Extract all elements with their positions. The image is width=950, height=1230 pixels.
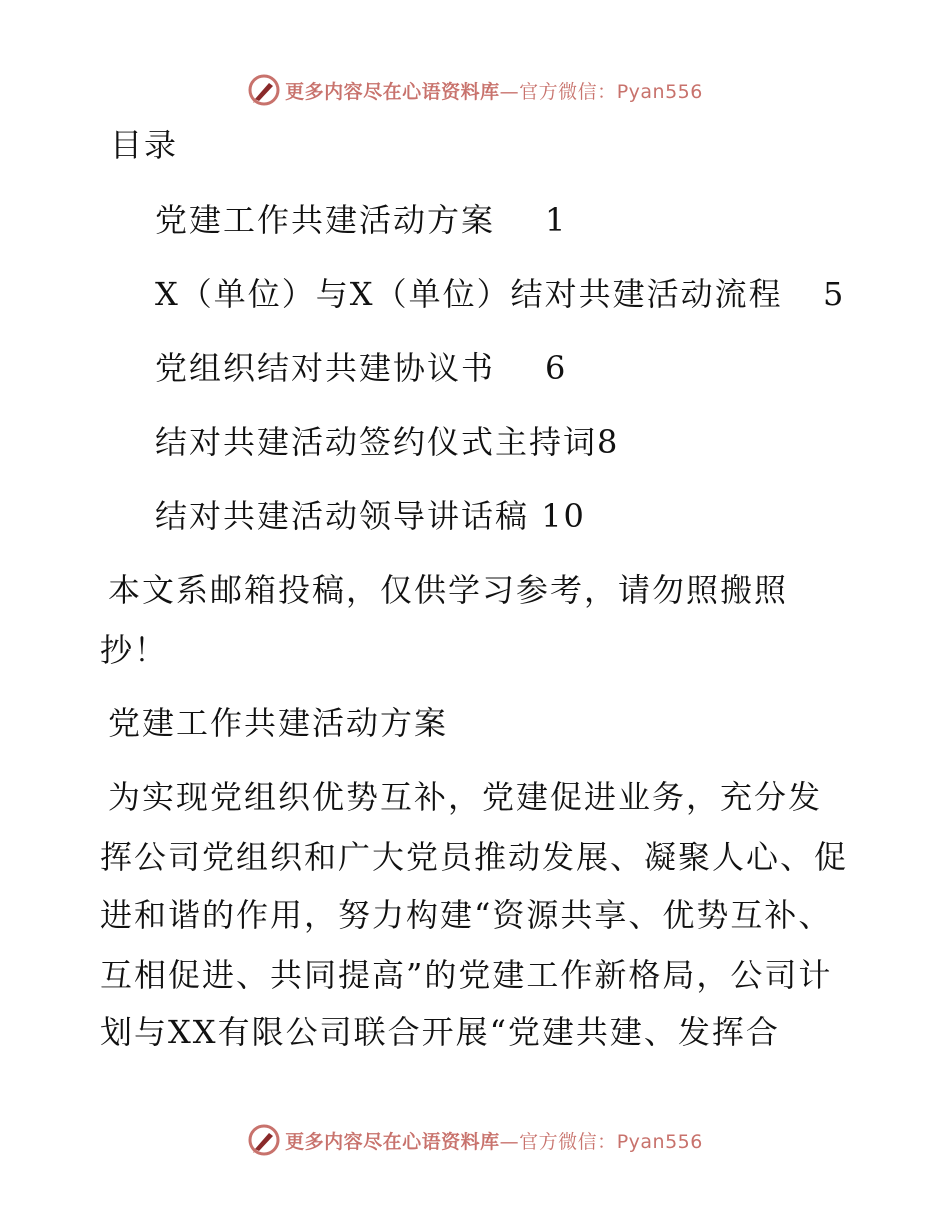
toc-item[interactable] [155,422,619,462]
toc-item-page: 10 [541,497,586,535]
body-line: 进和谐的作用，努力构建“资源共享、优势互补、 [100,896,833,934]
section-heading: 党建工作共建活动方案 [108,704,449,742]
toc-item-page: 8 [597,423,620,461]
banner-wechat-id: Pyan556 [616,80,703,103]
body-line: 挥公司党组织和广大党员推动发展、凝聚人心、促 [100,838,849,876]
toc-item[interactable] [155,274,846,314]
banner-separator: — [499,1130,520,1153]
toc-item-text: 党组织结对共建协议书 [155,349,496,387]
footer-watermark-banner [0,1120,950,1160]
banner-brand: 更多内容尽在心语资料库 [285,1130,500,1153]
pen-logo-icon [247,73,281,107]
body-line: 划与XX有限公司联合开展“党建共建、发挥合 [100,1013,780,1051]
toc-title: 目录 [110,126,179,164]
notice-line: 本文系邮箱投稿，仅供学习参考，请勿照搬照 [108,571,789,609]
toc-item[interactable] [155,348,568,388]
pen-logo-icon [247,1123,281,1157]
toc-item-text: X（单位）与X（单位）结对共建活动流程 [155,275,783,313]
toc-item[interactable] [155,496,586,536]
banner-separator: — [499,80,520,103]
toc-item-page: 5 [823,275,846,313]
banner-wechat-id: Pyan556 [616,1130,703,1153]
banner-wechat-label: 官方微信： [519,80,617,103]
toc-item-text: 结对共建活动领导讲话稿 [155,497,530,535]
toc-item-text: 结对共建活动签约仪式主持词 [155,423,598,461]
toc-item-page: 6 [545,349,568,387]
toc-item-page: 1 [545,201,568,239]
body-line: 互相促进、共同提高”的党建工作新格局，公司计 [100,956,833,994]
banner-text [285,77,703,104]
banner-text [285,1127,703,1154]
toc-item[interactable] [155,200,568,240]
toc-item-text: 党建工作共建活动方案 [155,201,496,239]
banner-wechat-label: 官方微信： [519,1130,617,1153]
header-watermark-banner [0,70,950,110]
body-line: 为实现党组织优势互补，党建促进业务，充分发 [108,778,823,816]
notice-line: 抄！ [100,631,169,669]
banner-brand: 更多内容尽在心语资料库 [285,80,500,103]
